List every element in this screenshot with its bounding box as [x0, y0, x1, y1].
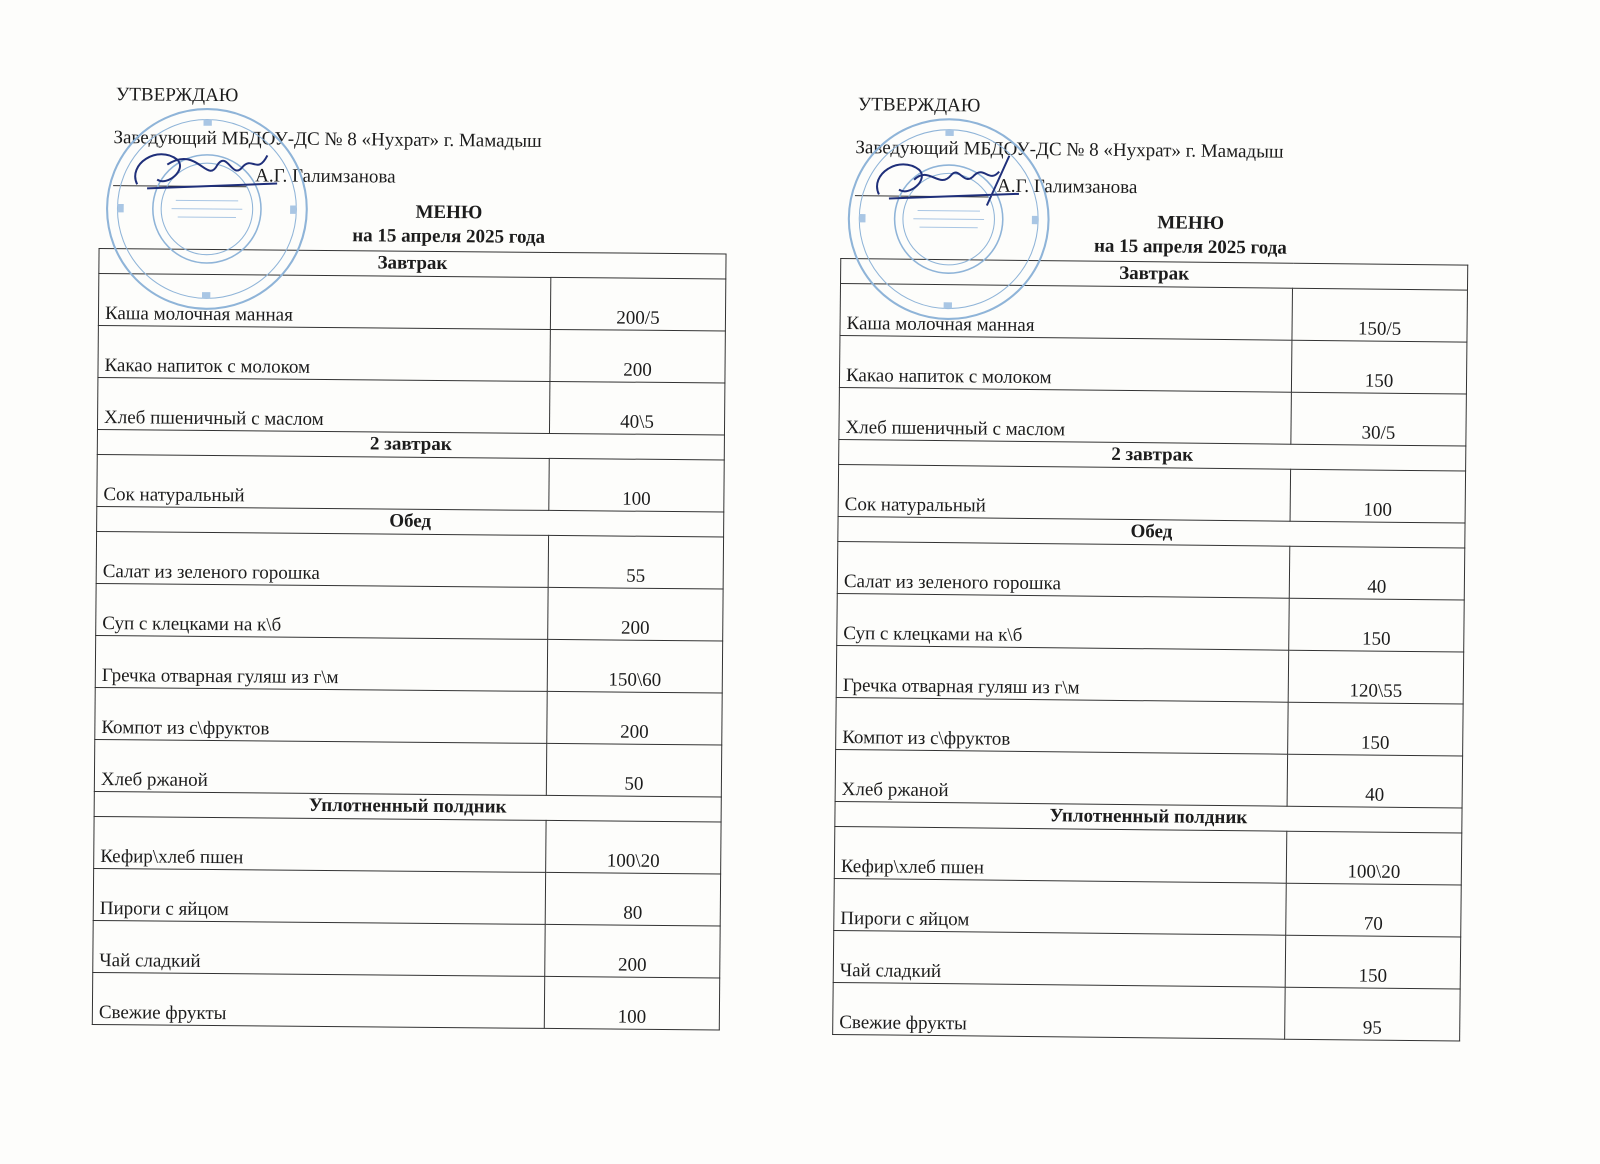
- table-row: [839, 387, 1467, 446]
- portion: 100\20: [1286, 831, 1462, 885]
- approve-label: УТВЕРЖДАЮ: [115, 84, 239, 107]
- menu-date: на 15 апреля 2025 года: [1093, 235, 1287, 259]
- portion: 40: [1289, 546, 1465, 600]
- table-row: [837, 593, 1465, 652]
- dish-name: Салат из зеленого горошка: [96, 531, 548, 587]
- dish-name: Гречка отварная гуляш из г\м: [836, 645, 1289, 702]
- portion: 95: [1285, 987, 1461, 1041]
- dish-name: Гречка отварная гуляш из г\м: [95, 635, 547, 691]
- menu-title: МЕНЮ: [415, 202, 483, 224]
- portion: 150/5: [1292, 288, 1468, 342]
- dish-name: Компот из с\фруктов: [95, 687, 547, 743]
- head-position: Заведующий МБДОУ-ДС № 8 «Нухрат» г. Мамадыш: [855, 136, 1284, 163]
- portion: 40\5: [549, 381, 724, 435]
- table-row: [839, 335, 1467, 394]
- portion: 100: [1290, 469, 1466, 523]
- portion: 200: [545, 924, 720, 978]
- portion: 40: [1287, 754, 1463, 808]
- section-header: Обед: [838, 516, 1465, 548]
- head-signature-row: [855, 174, 1481, 203]
- dish-name: Хлеб пшеничный с маслом: [97, 377, 549, 433]
- portion: 55: [548, 535, 723, 589]
- table-row: [834, 878, 1462, 937]
- menu-title: МЕНЮ: [1157, 212, 1225, 235]
- signature-line: [113, 166, 247, 188]
- portion: 100: [549, 458, 724, 512]
- dish-name: Кефир\хлеб пшен: [834, 826, 1287, 883]
- table-row: [97, 377, 724, 434]
- portion: 70: [1286, 883, 1462, 937]
- table-row: [96, 583, 723, 640]
- menu-title-block: [900, 209, 1480, 263]
- portion: 80: [545, 872, 720, 926]
- menu-table: [92, 248, 727, 1030]
- approval-block: [99, 84, 740, 192]
- dish-name: Свежие фрукты: [833, 982, 1286, 1039]
- section-header: Уплотненный полдник: [835, 801, 1462, 833]
- head-name: А.Г. Галимзанова: [996, 175, 1138, 198]
- section-header: Завтрак: [841, 258, 1468, 290]
- portion: 50: [546, 743, 721, 797]
- table-row: [98, 273, 725, 330]
- menu-title-block: [159, 199, 739, 252]
- portion: 150: [1285, 935, 1461, 989]
- dish-name: Чай сладкий: [833, 930, 1286, 987]
- dish-name: Пироги с яйцом: [93, 868, 545, 924]
- table-row: [833, 930, 1461, 989]
- dish-name: Свежие фрукты: [92, 972, 544, 1028]
- dish-name: Чай сладкий: [93, 920, 545, 976]
- table-row: [836, 697, 1464, 756]
- table-row: [833, 982, 1461, 1041]
- table-row: [95, 687, 722, 744]
- menu-table: [832, 258, 1468, 1042]
- table-row: [840, 283, 1468, 342]
- table-row: [94, 816, 721, 873]
- menu-page-right: [832, 94, 1482, 1042]
- portion: 120\55: [1288, 650, 1464, 704]
- portion: 100: [544, 976, 719, 1030]
- section-header: Завтрак: [99, 248, 726, 278]
- section-header: Уплотненный полдник: [94, 791, 721, 821]
- table-row: [92, 972, 719, 1029]
- approve-label: УТВЕРЖДАЮ: [857, 94, 981, 117]
- table-row: [97, 454, 724, 511]
- head-name: А.Г. Галимзанова: [255, 164, 396, 188]
- section-header: 2 завтрак: [97, 429, 724, 459]
- dish-name: Суп с клецками на к\б: [837, 593, 1290, 650]
- portion: 200: [547, 691, 722, 745]
- dish-name: Пироги с яйцом: [834, 878, 1287, 935]
- portion: 150: [1288, 702, 1464, 756]
- dish-name: Кефир\хлеб пшен: [94, 816, 546, 872]
- table-row: [835, 749, 1463, 808]
- section-header: Обед: [97, 506, 724, 536]
- table-row: [834, 826, 1462, 885]
- dish-name: Каша молочная манная: [840, 283, 1293, 340]
- head-signature-row: [113, 164, 739, 192]
- signature-line: [855, 176, 989, 198]
- dish-name: Компот из с\фруктов: [836, 697, 1289, 754]
- dish-name: Каша молочная манная: [98, 273, 550, 329]
- dish-name: Салат из зеленого горошка: [837, 541, 1290, 598]
- dish-name: Хлеб пшеничный с маслом: [839, 387, 1292, 444]
- dish-name: Какао напиток с молоком: [839, 335, 1292, 392]
- portion: 200: [548, 587, 723, 641]
- portion: 150: [1291, 340, 1467, 394]
- table-row: [93, 920, 720, 977]
- table-row: [96, 531, 723, 588]
- dish-name: Суп с клецками на к\б: [96, 583, 548, 639]
- portion: 150\60: [547, 639, 722, 693]
- dish-name: Какао напиток с молоком: [98, 325, 550, 381]
- dish-name: Хлеб ржаной: [94, 739, 546, 795]
- menu-date: на 15 апреля 2025 года: [352, 225, 546, 249]
- portion: 200: [550, 329, 725, 383]
- menu-page-left: [92, 84, 740, 1030]
- dish-name: Сок натуральный: [838, 464, 1291, 521]
- dish-name: Сок натуральный: [97, 454, 549, 510]
- head-position: Заведующий МБДОУ-ДС № 8 «Нухрат» г. Мамадыш: [113, 126, 542, 152]
- dish-name: Хлеб ржаной: [835, 749, 1288, 806]
- section-header: 2 завтрак: [839, 439, 1466, 471]
- table-row: [837, 541, 1465, 600]
- portion: 150: [1289, 598, 1465, 652]
- table-row: [836, 645, 1464, 704]
- portion: 100\20: [546, 820, 721, 874]
- portion: 30/5: [1291, 392, 1467, 446]
- table-row: [838, 464, 1466, 523]
- table-row: [98, 325, 725, 382]
- table-row: [95, 635, 722, 692]
- portion: 200/5: [550, 277, 725, 331]
- table-row: [93, 868, 720, 925]
- table-row: [94, 739, 721, 796]
- approval-block: [841, 94, 1482, 203]
